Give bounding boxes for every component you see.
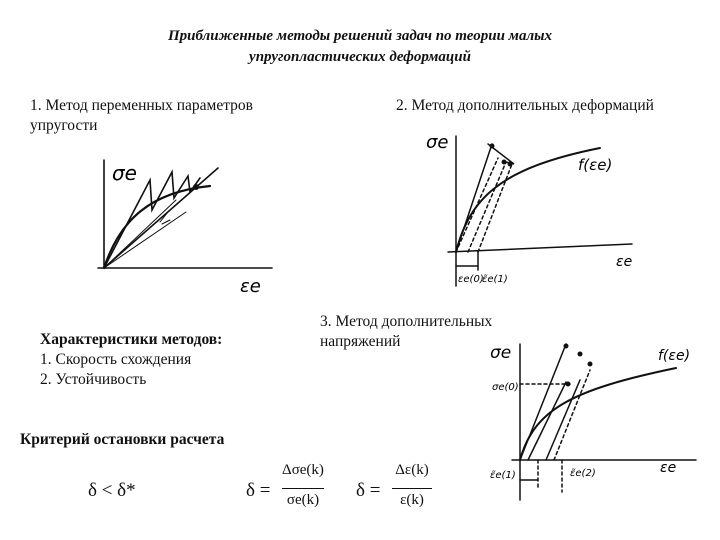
y-axis-label: σe: [426, 132, 449, 153]
method3-heading: [320, 312, 492, 352]
fraction-bar: [282, 488, 324, 489]
iteration-line: [468, 162, 506, 252]
x-axis-label: εe: [240, 276, 261, 297]
characteristics-block: [40, 330, 222, 390]
method1-heading-line2: упругости: [30, 117, 98, 134]
x-axis: [448, 244, 632, 252]
x-axis-label: εe: [660, 460, 677, 476]
dimension-label: ε̃e(1): [490, 470, 516, 481]
iteration-point: [566, 382, 571, 387]
formula-denominator: ε(k): [400, 492, 424, 508]
iteration-point: [508, 162, 513, 167]
iteration-line: [456, 158, 498, 252]
formula-lhs: δ =: [246, 480, 271, 501]
fraction-bar: [392, 488, 432, 489]
characteristics-item: 1. Скорость схождения: [40, 351, 192, 368]
elastic-line: [520, 344, 566, 460]
x-axis-label: εe: [616, 254, 633, 270]
iteration-point: [490, 144, 495, 149]
iteration-line: [478, 164, 512, 252]
y-axis-label: σe: [490, 343, 512, 363]
formula-denominator: σe(k): [286, 492, 320, 508]
iteration-point: [588, 362, 593, 367]
formula-lhs: δ =: [356, 480, 381, 501]
page-title: [60, 26, 660, 68]
dimension-label: εe(0): [458, 274, 484, 285]
convergence-point: [193, 184, 199, 190]
elastic-line: [456, 144, 492, 252]
characteristics-item: 2. Устойчивость: [40, 371, 147, 388]
formula-numerator: Δε(k): [395, 462, 429, 478]
iteration-point: [578, 352, 583, 357]
iteration-path: [104, 172, 200, 268]
iteration-point: [564, 344, 569, 349]
characteristics-heading: Характеристики методов:: [40, 331, 223, 348]
method3-heading-line2: напряжений: [320, 333, 401, 350]
y-tick-label: σe(0): [492, 382, 519, 393]
dimension-label: ε̃e(2): [570, 468, 596, 479]
criterion-heading: Критерий остановки расчета: [20, 431, 225, 448]
unloading-line: [546, 380, 580, 460]
page-title-line1: Приближенные методы решений задач по теории малых: [167, 28, 553, 44]
dimension-label: ε̃e(1): [482, 274, 508, 285]
method1-heading-line1: 1. Метод переменных параметров: [30, 97, 253, 114]
formula-strain-ratio: [356, 462, 436, 522]
formula-delta-threshold: δ < δ*: [88, 480, 136, 501]
page-title-line2: упругопластических деформаций: [249, 49, 471, 65]
stress-strain-curve: [104, 186, 210, 268]
y-axis-label: σe: [112, 161, 137, 185]
method3-heading-line1: 3. Метод дополнительных: [320, 313, 493, 330]
secant-line: [104, 200, 176, 268]
method3-sketch: [490, 330, 710, 510]
stress-strain-curve: [520, 368, 676, 460]
method2-sketch: [420, 118, 640, 298]
curve-label: f(εe): [658, 348, 691, 364]
formula-numerator: Δσe(k): [282, 462, 324, 478]
curve-label: f(εe): [578, 156, 613, 174]
formula-stress-ratio: [246, 462, 326, 522]
method1-sketch: [90, 150, 280, 300]
method2-heading: 2. Метод дополнительных деформаций: [396, 97, 654, 114]
iteration-point: [502, 160, 507, 165]
method1-heading: [30, 96, 253, 136]
